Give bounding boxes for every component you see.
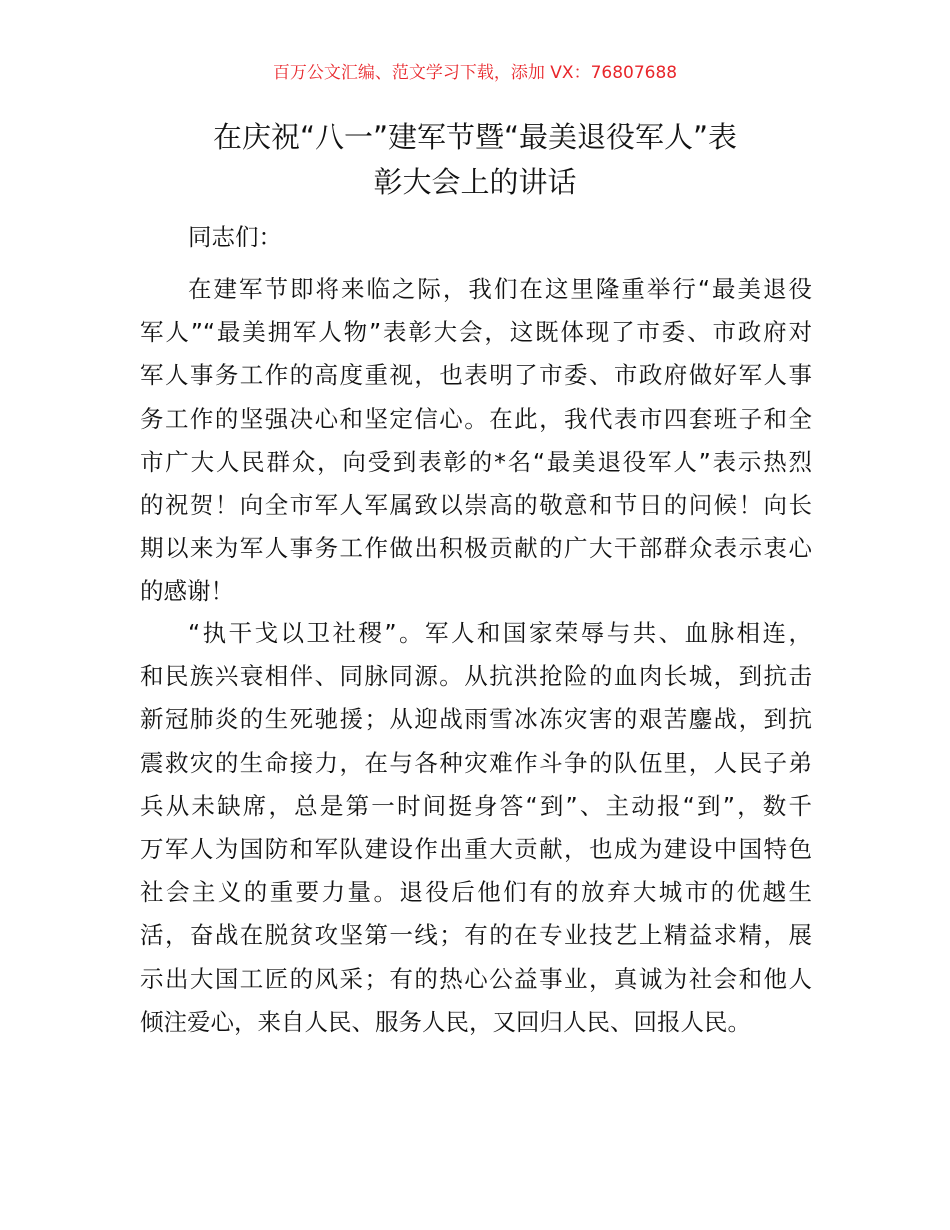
paragraph-line: 和民族兴衰相伴、同脉同源。从抗洪抢险的血肉长城，到抗击 bbox=[140, 662, 812, 691]
salutation-text: 同志们： bbox=[188, 223, 282, 251]
paragraph-line: 示出大国工匠的风采；有的热心公益事业，真诚为社会和他人 bbox=[140, 964, 812, 993]
paragraph-line: 倾注爱心，来自人民、服务人民，又回归人民、回报人民。 bbox=[140, 1007, 751, 1036]
title-line: 彰大会上的讲话 bbox=[373, 165, 577, 199]
paragraph-line: 新冠肺炎的生死驰援；从迎战雨雪冰冻灾害的艰苦鏖战，到抗 bbox=[140, 705, 812, 734]
document-title bbox=[130, 115, 820, 205]
paragraph-1 bbox=[140, 268, 812, 614]
paragraph-line: 期以来为军人事务工作做出积极贡献的广大干部群众表示衷心 bbox=[140, 534, 812, 563]
paragraph-line: 活，奋战在脱贫攻坚第一线；有的在专业技艺上精益求精，展 bbox=[140, 921, 812, 950]
paragraph-line: 市广大人民群众，向受到表彰的*名“最美退役军人”表示热烈 bbox=[140, 447, 812, 476]
paragraph-line: 军人”“最美拥军人物”表彰大会，这既体现了市委、市政府对 bbox=[140, 318, 812, 347]
paragraph-line: “执干戈以卫社稷”。军人和国家荣辱与共、血脉相连， bbox=[188, 619, 812, 647]
paragraph-line: 震救灾的生命接力，在与各种灾难作斗争的队伍里，人民子弟 bbox=[140, 748, 812, 777]
paragraph-line: 在建军节即将来临之际，我们在这里隆重举行“最美退役 bbox=[188, 275, 812, 303]
title-line: 在庆祝“八一”建军节暨“最美退役军人”表 bbox=[212, 120, 738, 154]
paragraph-line: 万军人为国防和军队建设作出重大贡献，也成为建设中国特色 bbox=[140, 834, 812, 863]
watermark-header: 百万公文汇编、范文学习下载，添加 VX：76807688 bbox=[272, 63, 678, 83]
paragraph-line: 军人事务工作的高度重视，也表明了市委、市政府做好军人事 bbox=[140, 361, 812, 390]
salutation bbox=[140, 216, 812, 259]
paragraph-line: 的祝贺！向全市军人军属致以崇高的敬意和节日的问候！向长 bbox=[140, 490, 812, 519]
paragraph-line: 的感谢！ bbox=[140, 577, 234, 606]
paragraph-2 bbox=[140, 612, 812, 1044]
paragraph-line: 兵从未缺席，总是第一时间挺身答“到”、主动报“到”，数千 bbox=[140, 791, 812, 820]
paragraph-line: 务工作的坚强决心和坚定信心。在此，我代表市四套班子和全 bbox=[140, 404, 812, 433]
paragraph-line: 社会主义的重要力量。退役后他们有的放弃大城市的优越生 bbox=[140, 878, 812, 907]
